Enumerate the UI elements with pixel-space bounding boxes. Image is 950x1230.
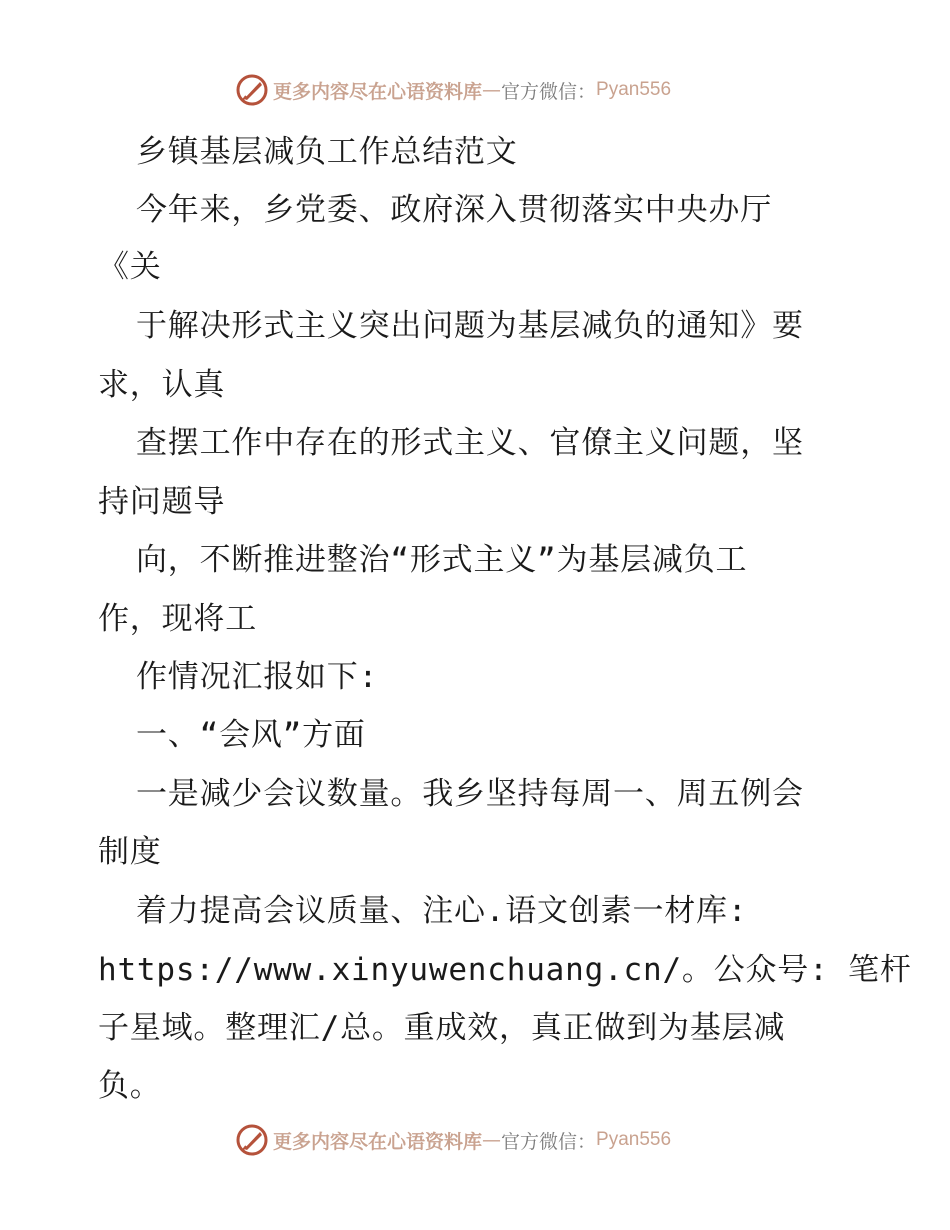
quill-logo-icon <box>235 73 269 107</box>
header-watermark-banner <box>235 72 755 108</box>
banner-main-text: 更多内容尽在心语资料库 <box>273 1130 483 1153</box>
paragraph-line: 向，不断推进整治“形式主义”为基层减负工 <box>136 542 748 578</box>
paragraph-line: 今年来，乡党委、政府深入贯彻落实中央办厅 <box>136 192 772 228</box>
banner-dash: — <box>482 1129 502 1151</box>
quill-logo-icon <box>235 1123 269 1157</box>
banner-dash: — <box>482 79 502 101</box>
paragraph-line: https://www.xinyuwenchuang.cn/。公众号: 笔杆 <box>98 952 912 988</box>
paragraph-line: 作情况汇报如下: <box>136 659 379 695</box>
paragraph-line: 于解决形式主义突出问题为基层减负的通知》要 <box>136 308 804 344</box>
paragraph-line: 求，认真 <box>98 367 226 403</box>
banner-wechat-id: Pyan556 <box>596 79 672 100</box>
footer-watermark-banner <box>235 1122 755 1158</box>
paragraph-line: 作，现将工 <box>98 601 257 637</box>
paragraph-line: 负。 <box>98 1068 162 1104</box>
paragraph-line: 着力提高会议质量、注心.语文创素一材库: <box>136 893 748 929</box>
paragraph-line: 《关 <box>98 249 162 285</box>
section-heading: 一、“会风”方面 <box>136 717 366 753</box>
paragraph-line: 查摆工作中存在的形式主义、官僚主义问题，坚 <box>136 425 804 461</box>
banner-main-text: 更多内容尽在心语资料库 <box>273 80 483 103</box>
paragraph-line: 子星域。整理汇/总。重成效，真正做到为基层减 <box>98 1010 786 1046</box>
paragraph-line: 一是减少会议数量。我乡坚持每周一、周五例会 <box>136 776 804 812</box>
banner-wechat-id: Pyan556 <box>596 1129 672 1150</box>
document-title: 乡镇基层减负工作总结范文 <box>136 134 518 170</box>
banner-wechat-label: 官方微信： <box>501 80 597 103</box>
paragraph-line: 持问题导 <box>98 484 226 520</box>
paragraph-line: 制度 <box>98 834 162 870</box>
banner-wechat-label: 官方微信： <box>501 1130 597 1153</box>
